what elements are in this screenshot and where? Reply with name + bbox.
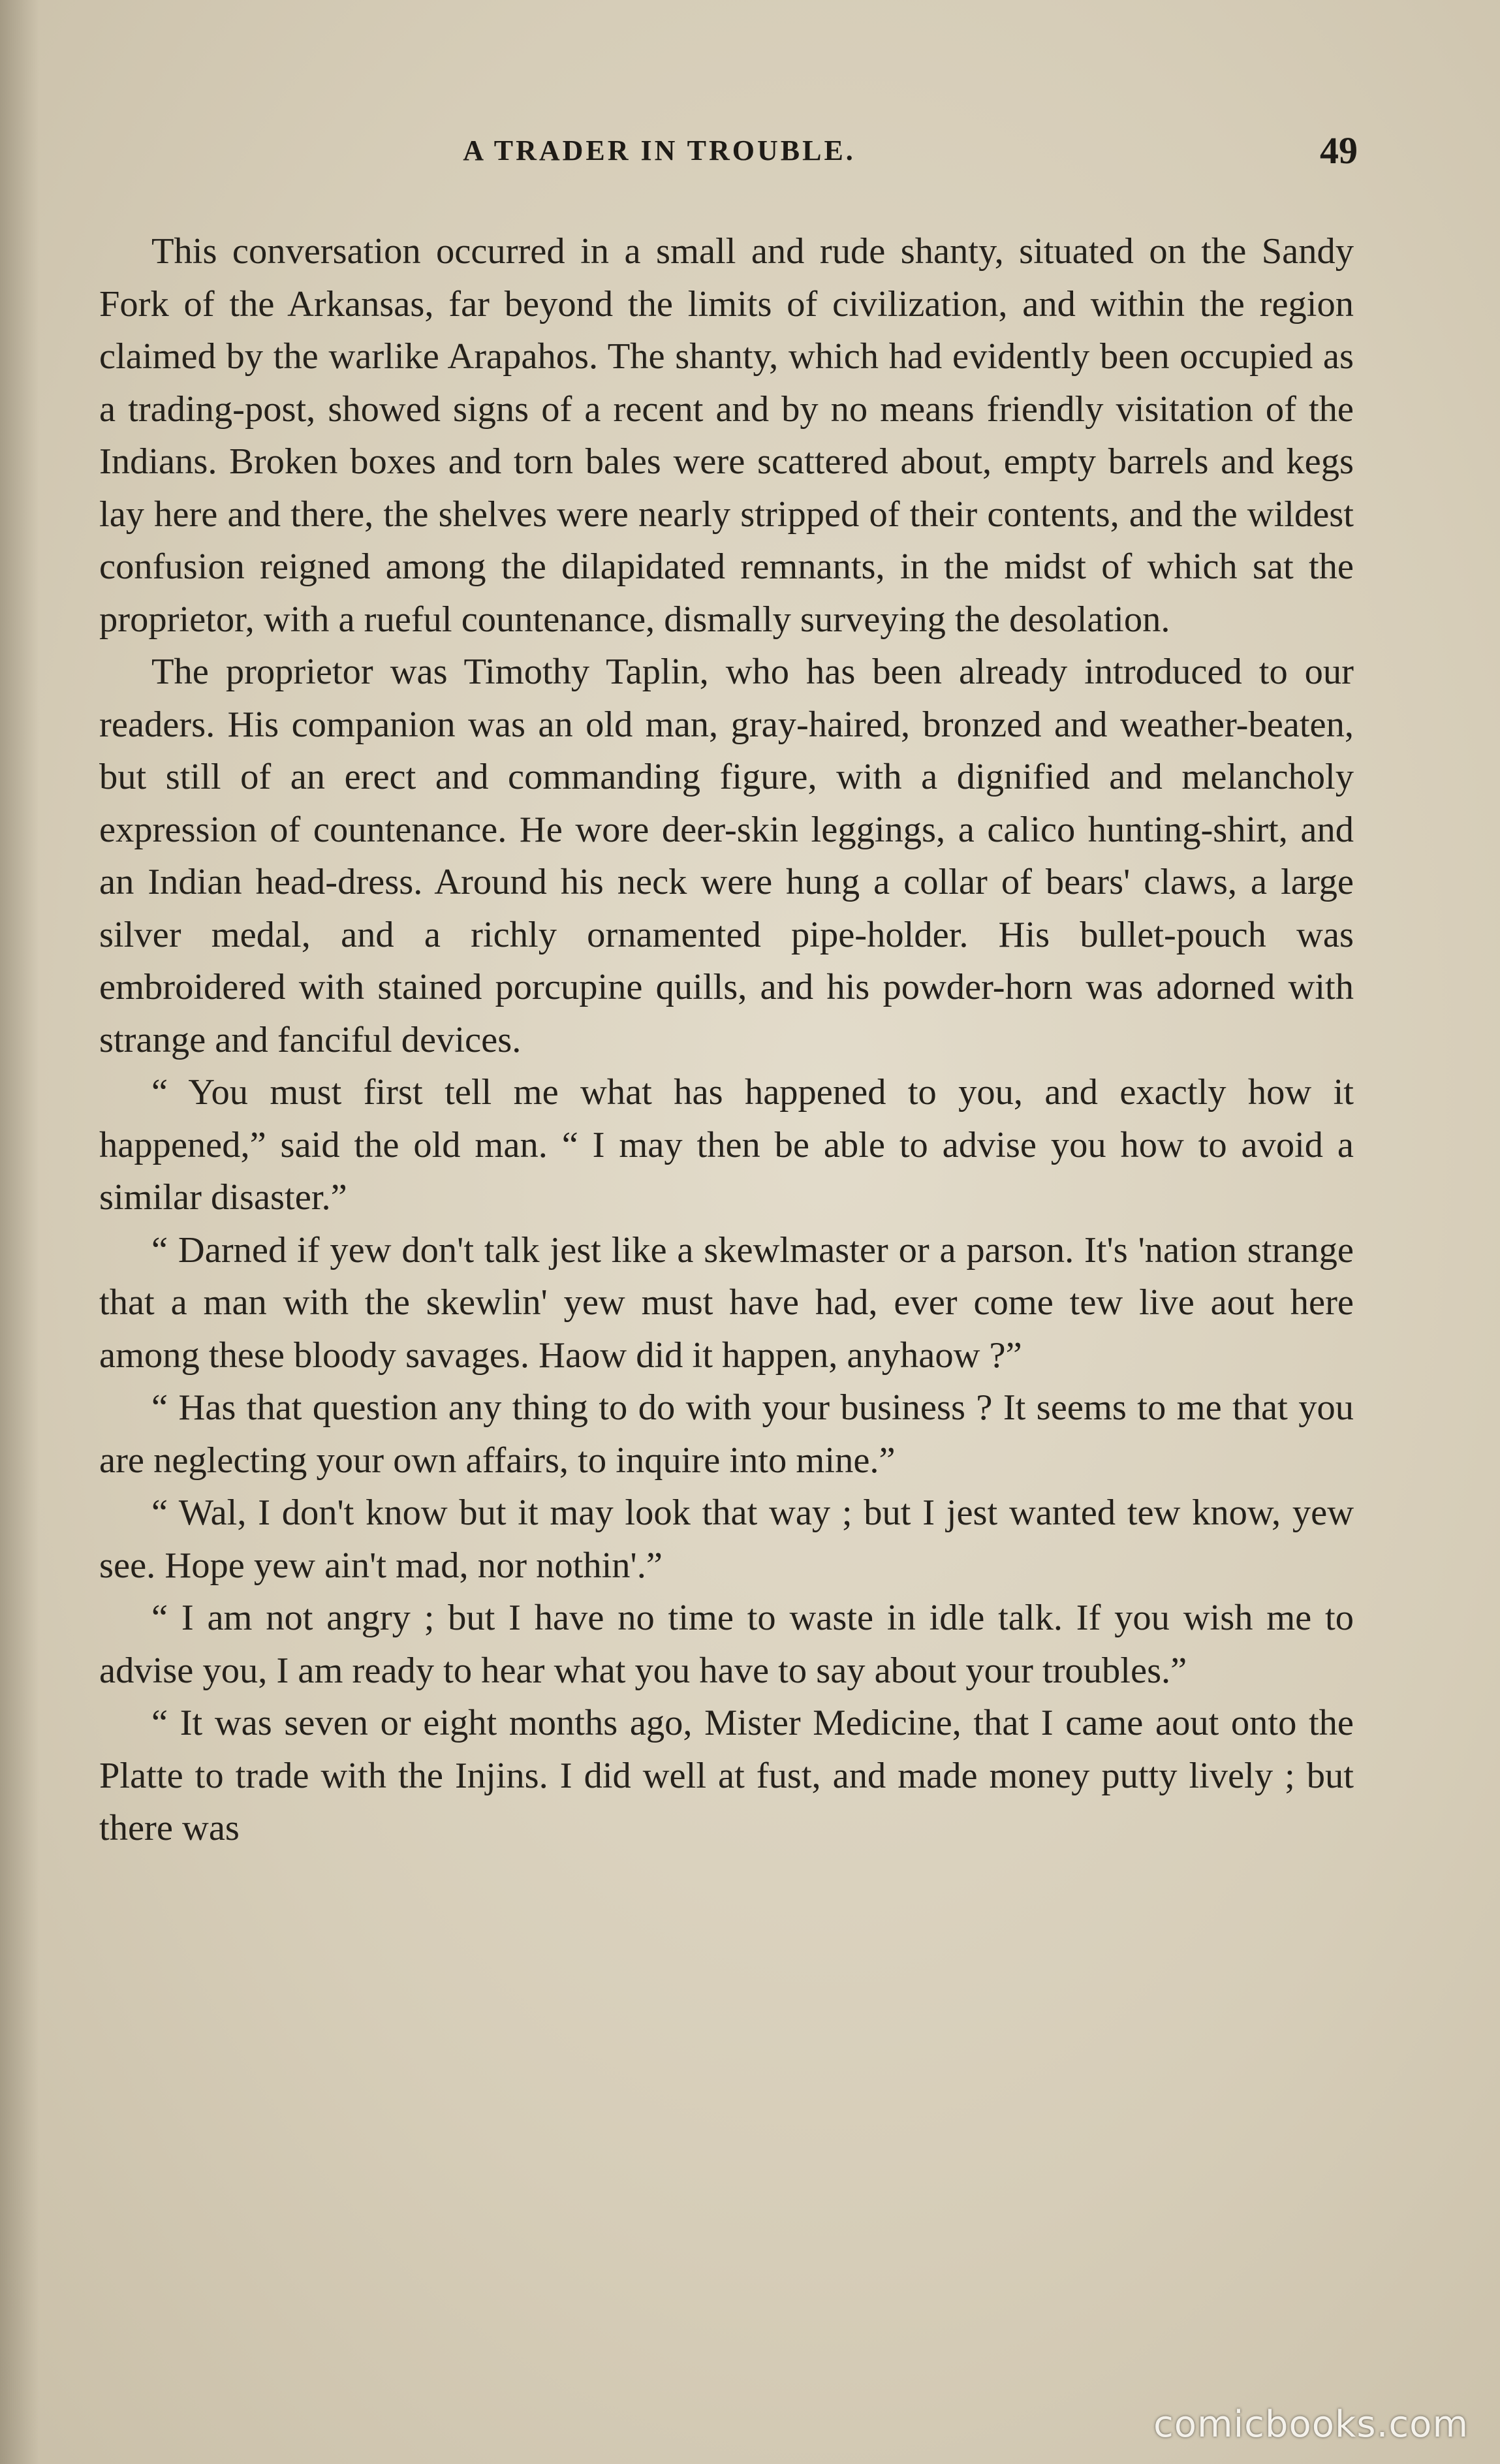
- paragraph: “ Darned if yew don't talk jest like a skewlmaster or a parson. It's 'nation strange that a man with the skewlin' yew must have had, ever come tew live aout here among these bloody savages. Haow did it happen, anyhaow ?”: [99, 1229, 1354, 1376]
- paragraph: “ Has that question any thing to do with your business ? It seems to me that you are neglecting your own affairs, to inquire into mine.”: [99, 1387, 1354, 1481]
- body-text: [99, 225, 1354, 1855]
- paragraph: “ You must first tell me what has happened to you, and exactly how it happened,” said the old man. “ I may then be able to advise you how to avoid a similar disaster.”: [99, 1072, 1354, 1218]
- page-header: [91, 129, 1358, 186]
- running-head: A TRADER IN TROUBLE.: [463, 134, 856, 166]
- paragraph: “ It was seven or eight months ago, Mister Medicine, that I came aout onto the Platte to trade with the Injins. I did well at fust, and made money putty lively ; but there was: [99, 1703, 1354, 1848]
- paragraph: The proprietor was Timothy Taplin, who has been already introduced to our readers. His companion was an old man, gray-haired, bronzed and weather-beaten, but still of an erect and commanding figure, with a dignified and melancholy expression of countenance. He wore deer-skin leggings, a calico hunting-shirt, and an Indian head-dress. Around his neck were hung a collar of bears' claws, a large silver medal, and a richly ornamented pipe-holder. His bullet-pouch was embroidered with stained porcupine quills, and his powder-horn was adorned with strange and fanciful devices.: [99, 652, 1354, 1060]
- paragraph: This conversation occurred in a small and rude shanty, situated on the Sandy Fork of the Arkansas, far beyond the limits of civilization, and within the region claimed by the warlike Arapahos. The shanty, which had evidently been occupied as a trading-post, showed signs of a recent and by no means friendly visitation of the Indians. Broken boxes and torn bales were scattered about, empty barrels and kegs lay here and there, the shelves were nearly stripped of their contents, and the wildest confusion reigned among the dilapidated remnants, in the midst of which sat the proprietor, with a rueful countenance, dismally surveying the desolation.: [99, 231, 1354, 640]
- page-number: 49: [1320, 129, 1358, 172]
- paragraph: “ Wal, I don't know but it may look that way ; but I jest wanted tew know, yew see. Hope yew ain't mad, nor nothin'.”: [99, 1493, 1354, 1586]
- watermark: comicbooks.com: [1153, 2403, 1469, 2446]
- page-edge-shadow: [0, 0, 39, 2464]
- paragraph: “ I am not angry ; but I have no time to waste in idle talk. If you wish me to advise you, I am ready to hear what you have to say about your troubles.”: [99, 1598, 1354, 1691]
